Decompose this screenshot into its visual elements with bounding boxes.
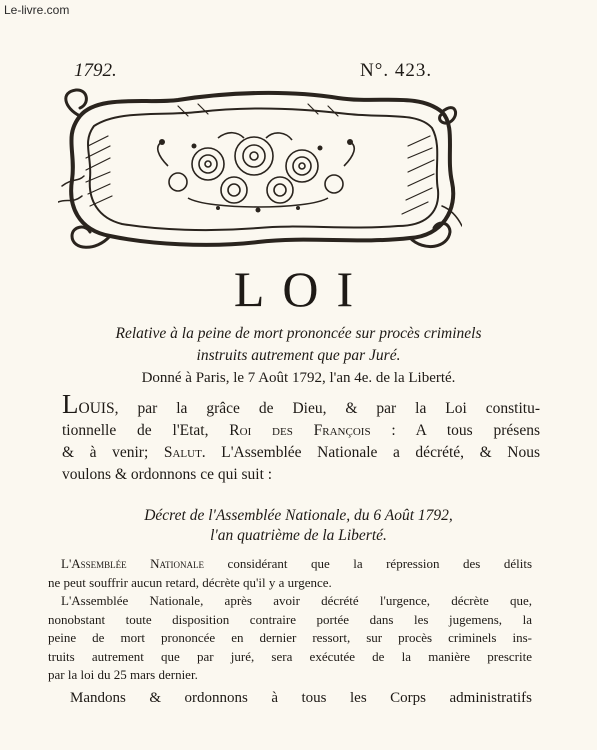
drop-cap: L: [62, 389, 79, 419]
paragraph-line: [48, 555, 532, 574]
royal-title: Roi des François: [229, 422, 371, 439]
paragraph-line: ne peut souffrir aucun retard, décrète qu'il y a urgence.: [48, 574, 332, 590]
decree-heading-line: l'an quatrième de la Liberté.: [210, 527, 387, 544]
decree-paragraph-2: [48, 592, 532, 685]
decree-heading: [40, 506, 557, 546]
subtitle-line: instruits autrement que par Juré.: [196, 347, 401, 364]
paragraph-line: par la loi du 25 mars dernier.: [48, 667, 198, 682]
salutation: Salut.: [163, 444, 206, 461]
preamble-line: [62, 420, 540, 442]
paragraph-line: [48, 592, 532, 611]
decree-paragraph-1: [48, 555, 532, 592]
watermark: Le-livre.com: [4, 3, 70, 17]
paragraph-text: considérant que la répression des délits: [204, 556, 533, 571]
king-name: OUIS: [78, 400, 115, 417]
royal-preamble: [62, 389, 541, 486]
preamble-text: & à venir;: [62, 444, 164, 461]
closing-line: Mandons & ordonnons à tous les Corps administratifs: [70, 690, 532, 706]
paragraph-line: truits autrement que par juré, sera exécutée de la manière prescrite: [48, 648, 532, 664]
decree-heading-line: Décret de l'Assemblée Nationale, du 6 Août 1792,: [144, 507, 453, 524]
subtitle-line: Relative à la peine de mort prononcée sur procès criminels: [115, 325, 482, 342]
preamble-text: , par la grâce de Dieu, & par la Loi constitu-: [114, 400, 540, 417]
ornamental-vignette: [58, 86, 462, 254]
preamble-text: L'Assemblée Nationale a décrété, & Nous: [205, 444, 541, 461]
paragraph-text: L'Assemblée Nationale, après avoir décrété l'urgence, décrète que,: [61, 593, 532, 608]
preamble-line: [62, 442, 540, 464]
document-title: LOI: [233, 261, 372, 317]
paragraph-line: nonobstant toute disposition contraire portée dans les jugemens, la: [48, 611, 532, 627]
preamble-line: [62, 389, 540, 420]
assembly-name: L'Assemblée Nationale: [61, 556, 205, 571]
preamble-text: tionnelle de l'Etat,: [62, 422, 230, 439]
preamble-line: voulons & ordonnons ce qui suit :: [62, 466, 273, 483]
preamble-text: : A tous présens: [370, 422, 540, 439]
given-date-line: Donné à Paris, le 7 Août 1792, l'an 4e. de la Liberté.: [141, 370, 456, 386]
document-number: N°. 423.: [360, 60, 433, 81]
document-year: 1792.: [74, 60, 117, 81]
paragraph-line: peine de mort prononcée en dernier ressort, sur procès criminels ins-: [48, 630, 532, 645]
document-subtitle: [40, 323, 557, 367]
